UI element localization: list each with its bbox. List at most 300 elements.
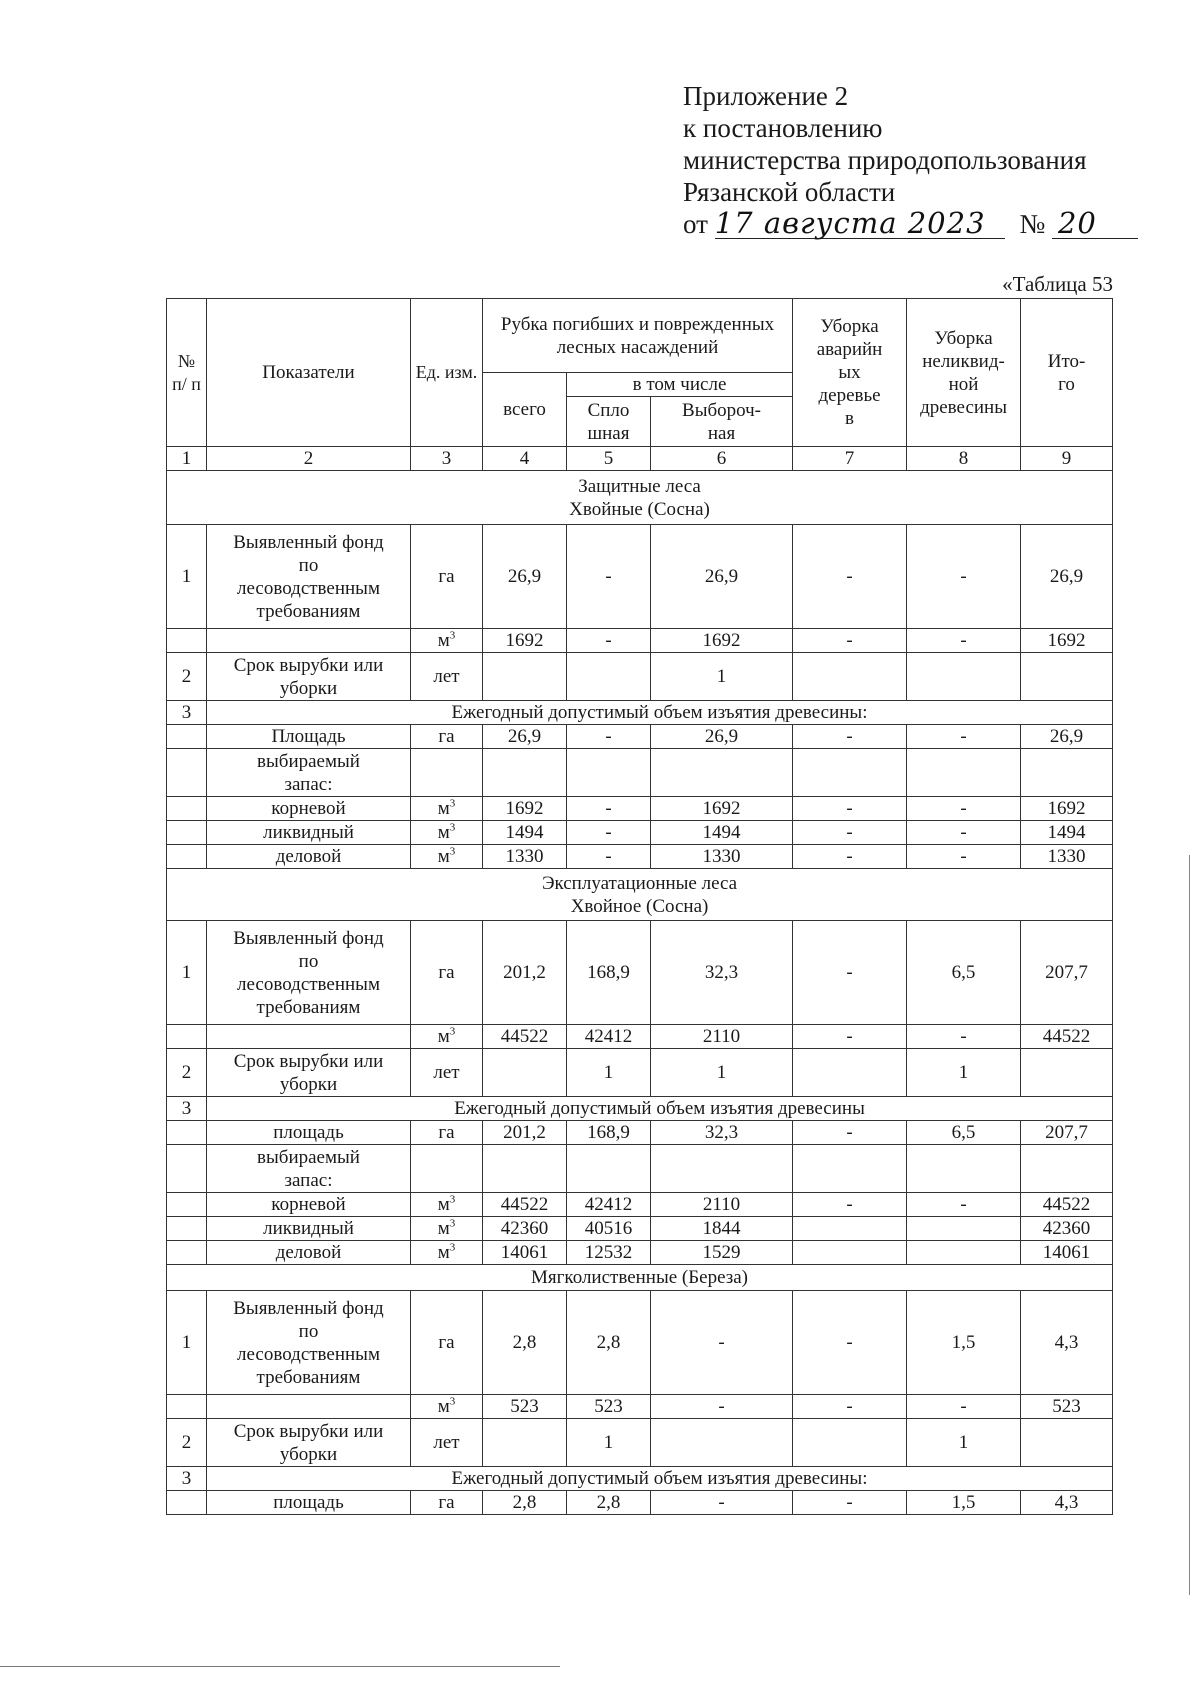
cell-value: 1,5 [907,1291,1021,1395]
cell-value [907,749,1021,797]
cell-value: 1692 [651,629,793,653]
cell-value: 1692 [651,797,793,821]
row-number [167,749,207,797]
cell-value [907,1217,1021,1241]
col-clear-a: Спло [587,399,630,421]
cell-value: 26,9 [1021,525,1113,629]
cell-value: 201,2 [483,921,567,1025]
row-span-label: Ежегодный допустимый объем изъятия древесины [207,1097,1113,1121]
scan-bottom-line [0,1666,560,1667]
cell-value: 523 [567,1395,651,1419]
column-number: 2 [207,447,411,471]
date-field [714,206,1005,240]
column-number: 9 [1021,447,1113,471]
row-number [167,1241,207,1265]
cell-value: 44522 [483,1025,567,1049]
row-span-label: Ежегодный допустимый объем изъятия древесины: [207,701,1113,725]
column-number-row [167,447,1113,471]
row-label-line: требованиям [256,996,361,1018]
col-total-b: го [1058,373,1075,395]
table-row [167,797,1113,821]
cell-value: - [793,845,907,869]
unit-sup: 3 [449,797,456,810]
cell-value: 1529 [651,1241,793,1265]
unit-text: м [437,1396,450,1417]
cell-value [793,1145,907,1193]
row-label-line: лесоводственным [237,973,380,995]
row-number: 2 [167,1419,207,1467]
row-label-line: по [298,950,319,972]
section-title-line-1: Эксплуатационные леса [541,872,738,894]
cell-value: 26,9 [651,525,793,629]
cell-value: 1 [651,1049,793,1097]
cell-value: 1 [907,1049,1021,1097]
row-label: деловой [207,1241,411,1265]
section-protective-pine [167,471,1113,525]
cell-value [483,653,567,701]
row-unit: га [411,921,483,1025]
cell-value [1021,1145,1113,1193]
cell-value: - [907,845,1021,869]
col-selective-header [651,397,793,447]
row-span-label: Ежегодный допустимый объем изъятия древесины: [207,1467,1113,1491]
cell-value: 1330 [483,845,567,869]
table-row [167,1097,1113,1121]
row-unit [411,749,483,797]
row-label: площадь [207,1491,411,1515]
cell-value: - [793,821,907,845]
row-label [207,921,411,1025]
forest-use-table [166,298,1113,1515]
col-num-header-text: № п/ п [172,350,201,394]
cell-value: 6,5 [907,1121,1021,1145]
row-label [207,1419,411,1467]
cell-value [1021,1049,1113,1097]
row-number [167,629,207,653]
unit-sup: 3 [449,1241,456,1254]
col-felling-header: Рубка погибших и поврежденных лесных насаждений [483,299,793,373]
row-label: корневой [207,797,411,821]
table-row [167,1241,1113,1265]
col-clear-header [567,397,651,447]
appendix-line-3: министерства природопользования [683,145,1087,175]
table-header-row-1 [167,299,1113,373]
cell-value: 2,8 [483,1491,567,1515]
col-illiquid-a: Уборка [934,327,993,349]
table-row [167,701,1113,725]
cell-value: 207,7 [1021,921,1113,1025]
cell-value: 26,9 [1021,725,1113,749]
row-label [207,1395,411,1419]
row-label-line: по [298,554,319,576]
table-row [167,725,1113,749]
row-number: 1 [167,525,207,629]
column-number: 5 [567,447,651,471]
section-title: Мягколиственные (Береза) [167,1265,1113,1291]
cell-value: 523 [483,1395,567,1419]
cell-value: - [567,525,651,629]
cell-value: 42412 [567,1193,651,1217]
cell-value [651,1419,793,1467]
row-label: площадь [207,1121,411,1145]
row-label-line: Срок вырубки или [233,1420,384,1442]
row-number [167,1145,207,1193]
cell-value [567,653,651,701]
row-unit [411,1025,483,1049]
cell-value: - [793,629,907,653]
cell-value: 1 [907,1419,1021,1467]
cell-value [793,1419,907,1467]
cell-value: 1330 [1021,845,1113,869]
cell-value: - [651,1291,793,1395]
row-number [167,1121,207,1145]
cell-value: - [793,921,907,1025]
cell-value: - [907,525,1021,629]
col-illiquid-header [907,299,1021,447]
table-row [167,1395,1113,1419]
unit-sup: 3 [449,821,456,834]
col-illiquid-c: ной [948,373,979,395]
col-emergency-d: деревье [818,385,881,406]
row-number [167,1491,207,1515]
cell-value [907,653,1021,701]
column-number: 8 [907,447,1021,471]
col-emergency-e: в [845,408,855,429]
cell-value: 1494 [651,821,793,845]
cell-value: - [907,1193,1021,1217]
cell-value: - [907,797,1021,821]
cell-value: 1 [567,1049,651,1097]
row-label-line: лесоводственным [237,577,380,599]
row-label-line: лесоводственным [237,1343,380,1365]
table-row [167,1193,1113,1217]
row-unit [411,1193,483,1217]
col-incl-header: в том числе [567,373,793,397]
row-label [207,1049,411,1097]
appendix-title: Приложение 2 [683,81,849,111]
cell-value: - [567,845,651,869]
cell-value [483,1049,567,1097]
unit-sup: 3 [449,629,456,642]
cell-value [567,749,651,797]
cell-value: 523 [1021,1395,1113,1419]
cell-value [793,1241,907,1265]
row-number: 3 [167,701,207,725]
column-number: 1 [167,447,207,471]
cell-value: - [567,725,651,749]
col-emergency-a: Уборка [820,316,879,337]
row-number [167,1025,207,1049]
cell-value: - [651,1395,793,1419]
row-unit: га [411,1121,483,1145]
row-label-line: запас: [284,773,333,795]
cell-value: 44522 [1021,1025,1113,1049]
table-row [167,921,1113,1025]
table-row [167,1217,1113,1241]
row-number [167,1193,207,1217]
cell-value: 1692 [1021,629,1113,653]
number-field [1052,206,1138,240]
table-row [167,1467,1113,1491]
cell-value [793,653,907,701]
cell-value: 4,3 [1021,1491,1113,1515]
col-illiquid-d: древесины [920,396,1007,418]
cell-value: - [793,1395,907,1419]
table-row [167,1145,1113,1193]
table-row [167,749,1113,797]
cell-value: 32,3 [651,921,793,1025]
cell-value: 32,3 [651,1121,793,1145]
row-label [207,525,411,629]
row-unit: га [411,725,483,749]
row-label-line: запас: [284,1169,333,1191]
row-label [207,629,411,653]
row-label-line: Срок вырубки или [233,1050,384,1072]
cell-value: 2,8 [567,1491,651,1515]
cell-value: 1494 [483,821,567,845]
row-label-line: выбираемый [257,1146,360,1168]
unit-text: м [437,1026,450,1047]
cell-value: 26,9 [651,725,793,749]
row-unit [411,797,483,821]
row-label-line: Выявленный фонд [233,927,384,949]
cell-value [651,749,793,797]
row-number [167,845,207,869]
cell-value [651,1145,793,1193]
row-number [167,1217,207,1241]
document-header [683,80,1163,240]
row-unit [411,845,483,869]
row-unit [411,1241,483,1265]
cell-value: 1330 [651,845,793,869]
cell-value [907,1145,1021,1193]
cell-value: - [793,797,907,821]
cell-value: 26,9 [483,525,567,629]
cell-value: 1 [567,1419,651,1467]
row-label [207,1025,411,1049]
date-prefix: от [683,209,708,239]
row-label: деловой [207,845,411,869]
row-number: 1 [167,921,207,1025]
unit-text: м [437,798,450,819]
section-title-line-2: Хвойное (Сосна) [570,895,709,917]
cell-value: 6,5 [907,921,1021,1025]
table-row [167,629,1113,653]
cell-value: - [793,1025,907,1049]
cell-value: 1692 [483,797,567,821]
appendix-line-2: к постановлению [683,113,883,143]
cell-value: 14061 [483,1241,567,1265]
cell-value: 14061 [1021,1241,1113,1265]
cell-value: 42412 [567,1025,651,1049]
handwritten-number: 20 [1057,206,1097,240]
col-selective-b: ная [707,422,736,444]
cell-value: 168,9 [567,921,651,1025]
unit-sup: 3 [449,845,456,858]
cell-value [1021,749,1113,797]
section-title [167,869,1113,921]
cell-value [793,1217,907,1241]
col-num-header [167,299,207,447]
cell-value: 44522 [483,1193,567,1217]
row-number: 1 [167,1291,207,1395]
row-label [207,1291,411,1395]
cell-value: 44522 [1021,1193,1113,1217]
row-label: ликвидный [207,821,411,845]
cell-value: - [567,797,651,821]
row-label-line: выбираемый [257,750,360,772]
handwritten-date: 17 августа 2023 [714,206,986,240]
col-selective-a: Выбороч- [682,399,762,421]
column-number: 3 [411,447,483,471]
row-label-line: уборки [279,1073,338,1095]
unit-text: м [437,846,450,867]
cell-value [483,749,567,797]
row-unit [411,1217,483,1241]
row-number: 3 [167,1467,207,1491]
column-number: 7 [793,447,907,471]
row-unit: га [411,1491,483,1515]
col-indicator-header: Показатели [207,299,411,447]
column-number: 4 [483,447,567,471]
col-unit-header: Ед. изм. [411,299,483,447]
cell-value: 42360 [483,1217,567,1241]
cell-value: 168,9 [567,1121,651,1145]
cell-value: - [793,1193,907,1217]
cell-value: - [907,821,1021,845]
cell-value: 2,8 [483,1291,567,1395]
cell-value [793,749,907,797]
cell-value: - [907,629,1021,653]
table-row [167,525,1113,629]
cell-value: 2,8 [567,1291,651,1395]
cell-value: 1,5 [907,1491,1021,1515]
section-birch [167,1265,1113,1291]
unit-sup: 3 [449,1025,456,1038]
appendix-line-4: Рязанской области [683,177,896,207]
cell-value: - [793,725,907,749]
row-number [167,1395,207,1419]
cell-value: - [907,1025,1021,1049]
col-total-sub-header: всего [483,373,567,447]
cell-value: 201,2 [483,1121,567,1145]
col-clear-b: шная [587,422,630,444]
cell-value: 1692 [1021,797,1113,821]
column-number: 6 [651,447,793,471]
row-number: 3 [167,1097,207,1121]
row-unit [411,1145,483,1193]
row-label: ликвидный [207,1217,411,1241]
row-unit: га [411,1291,483,1395]
cell-value: - [793,525,907,629]
table-row [167,1049,1113,1097]
date-number-line [683,208,1163,240]
table-row [167,821,1113,845]
unit-text: м [437,630,450,651]
col-total-a: Ито- [1047,350,1086,372]
table-row [167,1291,1113,1395]
cell-value: 207,7 [1021,1121,1113,1145]
row-label-line: требованиям [256,600,361,622]
row-number: 2 [167,1049,207,1097]
table-row [167,1419,1113,1467]
col-emergency-header [793,299,907,447]
cell-value: 12532 [567,1241,651,1265]
cell-value: 2110 [651,1025,793,1049]
cell-value: 1494 [1021,821,1113,845]
cell-value: 1692 [483,629,567,653]
row-label [207,1145,411,1193]
unit-text: м [437,1242,450,1263]
cell-value: 1844 [651,1217,793,1241]
row-number: 2 [167,653,207,701]
row-number [167,725,207,749]
col-emergency-b: аварийн [816,339,883,360]
unit-sup: 3 [449,1217,456,1230]
cell-value: - [793,1121,907,1145]
row-label [207,653,411,701]
unit-sup: 3 [449,1395,456,1408]
cell-value [483,1145,567,1193]
row-label [207,749,411,797]
row-label: корневой [207,1193,411,1217]
cell-value: 42360 [1021,1217,1113,1241]
row-label-line: Срок вырубки или [233,654,384,676]
table-row [167,1121,1113,1145]
unit-text: м [437,1194,450,1215]
row-unit [411,629,483,653]
row-unit [411,1395,483,1419]
cell-value: - [567,629,651,653]
table-row [167,1025,1113,1049]
section-title-line-1: Защитные леса [578,475,701,497]
unit-text: м [437,822,450,843]
row-label-line: уборки [279,1443,338,1465]
table-row [167,845,1113,869]
row-unit: лет [411,1049,483,1097]
row-label-line: Выявленный фонд [233,1297,384,1319]
cell-value: - [567,821,651,845]
section-exploitation-pine [167,869,1113,921]
col-total-header [1021,299,1113,447]
cell-value [1021,653,1113,701]
table-row [167,1491,1113,1515]
cell-value: - [793,1291,907,1395]
col-emergency-c: ых [838,362,861,383]
unit-text: м [437,1218,450,1239]
cell-value: - [907,1395,1021,1419]
row-unit: га [411,525,483,629]
cell-value: - [793,1491,907,1515]
cell-value: 4,3 [1021,1291,1113,1395]
cell-value: - [907,725,1021,749]
row-unit [411,821,483,845]
row-unit: лет [411,1419,483,1467]
cell-value [907,1241,1021,1265]
cell-value [1021,1419,1113,1467]
row-unit: лет [411,653,483,701]
section-title-line-2: Хвойные (Сосна) [569,498,710,520]
cell-value: 1 [651,653,793,701]
cell-value [567,1145,651,1193]
row-label-line: по [298,1320,319,1342]
number-prefix: № [1019,209,1046,239]
table-row [167,653,1113,701]
col-illiquid-b: неликвид- [922,350,1005,372]
row-number [167,797,207,821]
scan-margin-line [1189,855,1190,1595]
section-title [167,471,1113,525]
